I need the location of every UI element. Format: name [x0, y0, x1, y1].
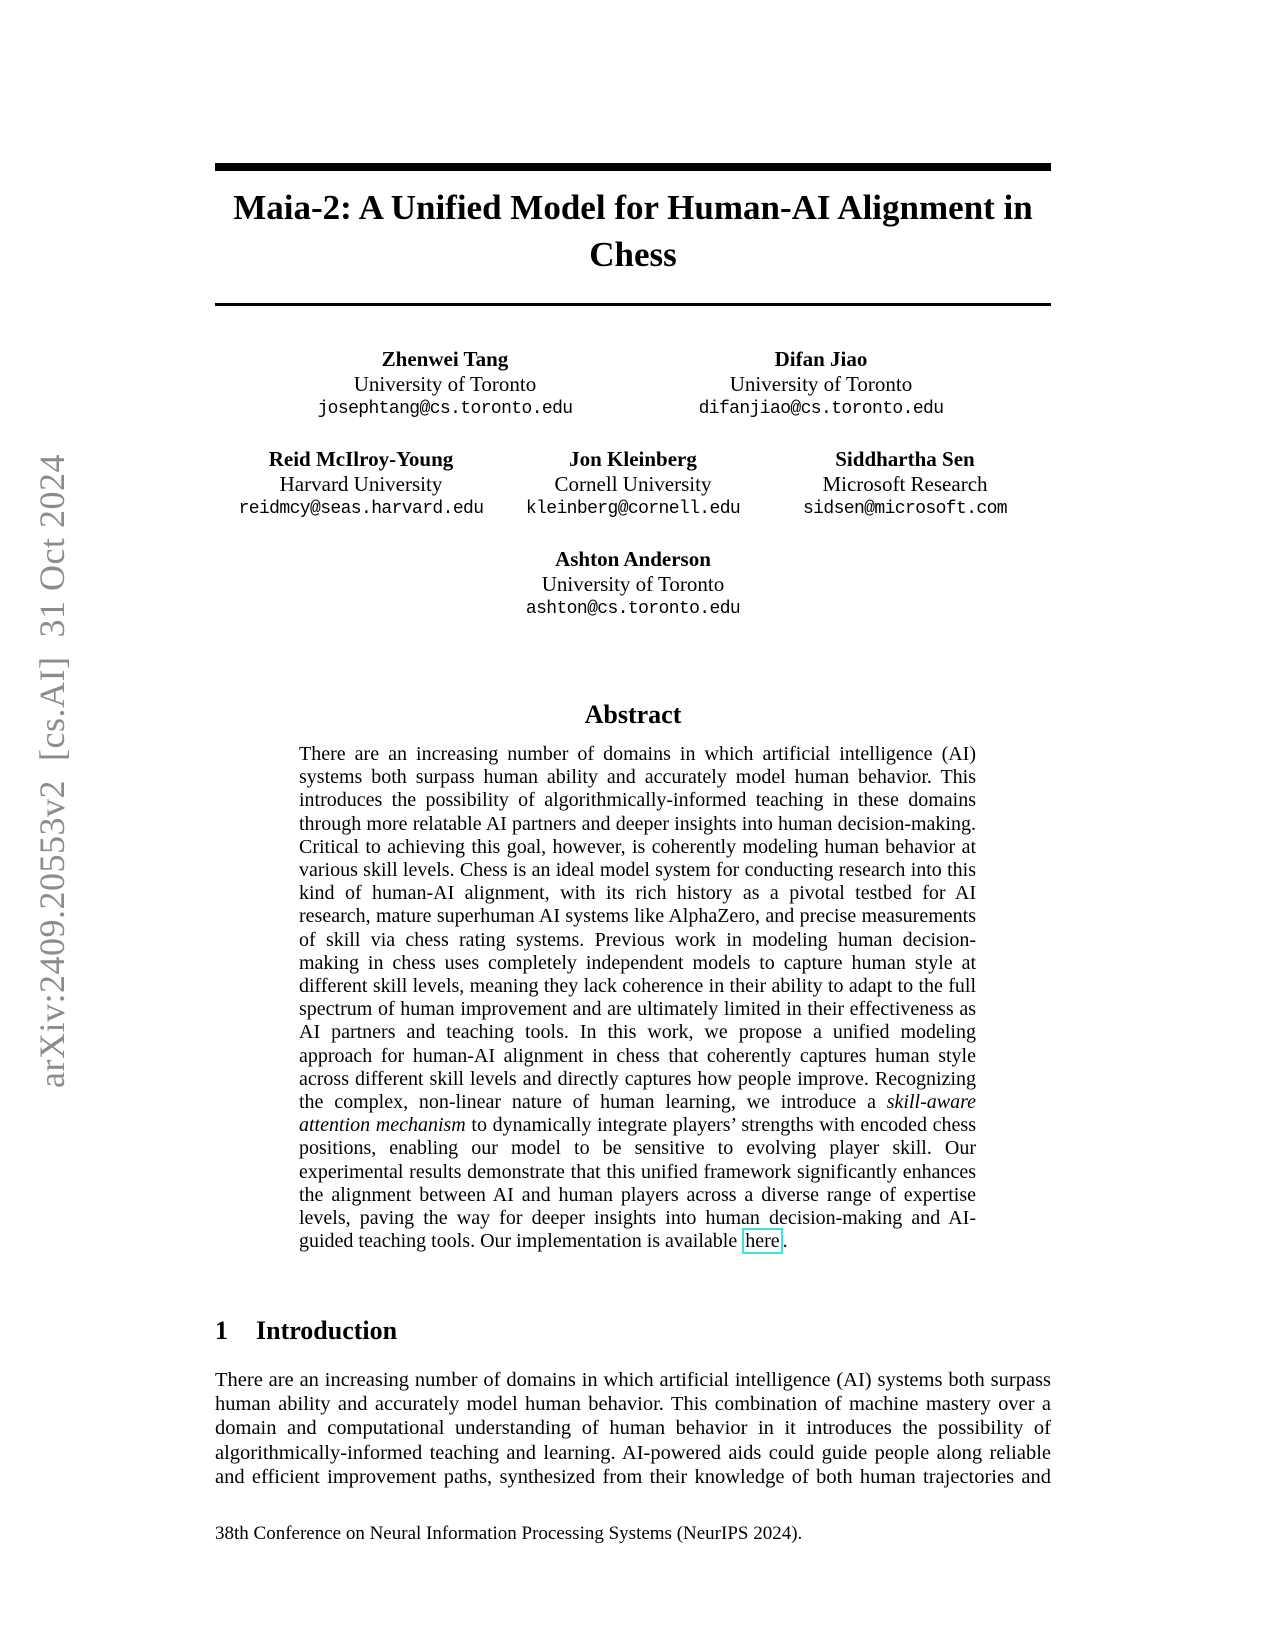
author-name: Zhenwei Tang — [381, 347, 509, 371]
intro-paragraph: There are an increasing number of domains in which artificial intelligence (AI) systems both surpass human ability and accurately model human behavior. This combination of machine mastery over a domain and computational understanding of human behavior in it introduces the possibility of algorithmically-informed teaching and learning. AI-powered aids could guide people along reliable and efficient improvement paths, synthesized from their knowledge of both human trajectories and — [215, 1369, 1051, 1488]
authors-row-2 — [215, 446, 1051, 521]
implementation-here-link[interactable]: here — [742, 1228, 782, 1254]
author-difan-jiao — [656, 346, 986, 421]
paper-title-line1: Maia-2: A Unified Model for Human-AI Alignment in — [233, 188, 1033, 227]
author-email: kleinberg@cornell.edu — [525, 499, 741, 519]
author-zhenwei-tang — [280, 346, 610, 421]
author-reid-mcilroy-young — [229, 446, 493, 521]
abstract-part3: . — [782, 1230, 788, 1253]
title-rule-top — [215, 163, 1051, 171]
abstract-part1: There are an increasing number of domains in which artificial intelligence (AI) systems both surpass human ability and accurately model human behavior. This introduces the possibility of algorithmically-informed teaching in these domains through more relatable AI partners and deeper insights into human decision-making. Critical to achieving this goal, however, is coherently modeling human behavior at various skill levels. Chess is an ideal model system for conducting research into this kind of human-AI alignment, with its rich history as a pivotal testbed for AI research, mature superhuman AI systems like AlphaZero, and precise measurements of skill via chess rating systems. Previous work in modeling human decision-making in chess uses completely independent models to capture human style at different skill levels, meaning they lack coherence in their ability to adapt to the full spectrum of human improvement and are ultimately limited in their effectiveness as AI partners and teaching tools. In this work, we propose a unified modeling approach for human-AI alignment in chess that coherently captures human style across different skill levels and directly captures how people improve. Recognizing the complex, non-linear nature of human learning, we introduce a — [299, 743, 976, 1114]
author-name: Ashton Anderson — [555, 547, 711, 571]
paper-title-line2: Chess — [589, 235, 677, 274]
author-email: difanjiao@cs.toronto.edu — [698, 399, 944, 419]
section-heading-introduction — [215, 1316, 1051, 1346]
author-ashton-anderson — [468, 546, 798, 621]
authors-row-1 — [215, 346, 1051, 421]
author-email: josephtang@cs.toronto.edu — [317, 399, 573, 419]
title-rule-bottom — [215, 303, 1051, 306]
section-number: 1 — [215, 1316, 228, 1345]
author-jon-kleinberg — [501, 446, 765, 521]
author-name: Siddhartha Sen — [835, 447, 975, 471]
author-affiliation: Cornell University — [554, 472, 712, 496]
author-email: reidmcy@seas.harvard.edu — [238, 499, 484, 519]
author-name: Jon Kleinberg — [569, 447, 697, 471]
author-affiliation: Microsoft Research — [822, 472, 988, 496]
author-name: Difan Jiao — [774, 347, 868, 371]
arxiv-watermark: arXiv:2409.20553v2 [cs.AI] 31 Oct 2024 — [32, 454, 72, 1088]
abstract-part2: to dynamically integrate players’ strengths with encoded chess positions, enabling our model to be sensitive to evolving player skill. Our experimental results demonstrate that this unified framework significantly enhances the alignment between AI and human players across a diverse range of expertise levels, paving the way for deeper insights into human decision-making and AI-guided teaching tools. Our implementation is available — [299, 1114, 977, 1253]
author-affiliation: University of Toronto — [541, 572, 725, 596]
authors-row-3 — [215, 546, 1051, 621]
section-title: Introduction — [256, 1316, 398, 1345]
author-siddhartha-sen — [773, 446, 1037, 521]
paper-title — [215, 184, 1051, 278]
skill-aware-attention-phrase: skill-aware attention mechanism — [299, 1091, 976, 1137]
author-email: ashton@cs.toronto.edu — [525, 599, 741, 619]
author-email: sidsen@microsoft.com — [802, 499, 1008, 519]
author-affiliation: University of Toronto — [729, 372, 913, 396]
author-affiliation: University of Toronto — [353, 372, 537, 396]
author-name: Reid McIlroy-Young — [268, 447, 454, 471]
abstract-heading: Abstract — [584, 700, 682, 729]
abstract-text — [299, 743, 976, 1253]
footer-conference-note: 38th Conference on Neural Information Processing Systems (NeurIPS 2024). — [215, 1523, 803, 1544]
author-affiliation: Harvard University — [279, 472, 443, 496]
